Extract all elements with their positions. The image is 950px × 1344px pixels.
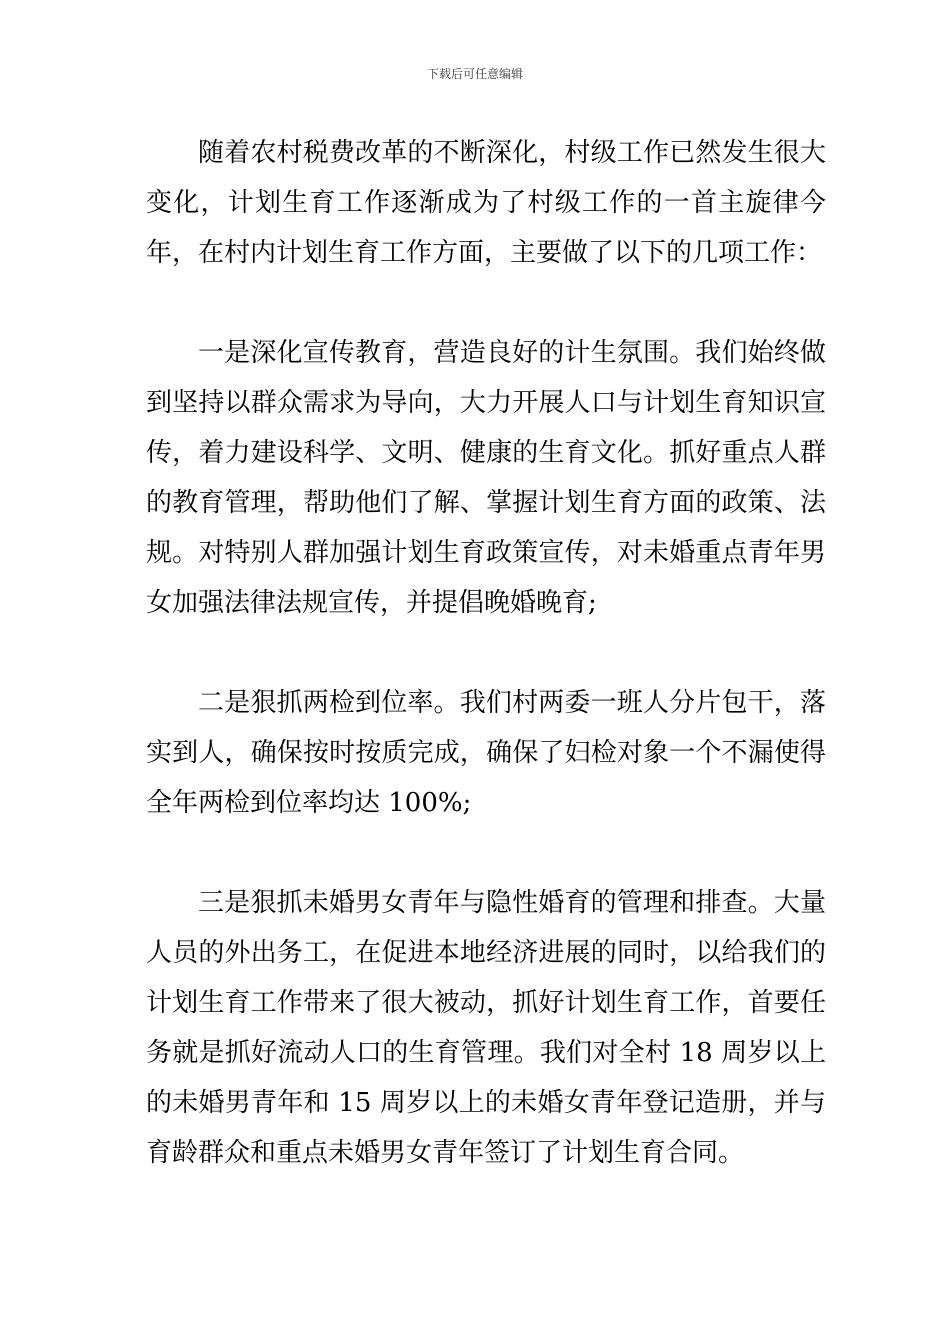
paragraph-unmarried-youth-management: 三是狠抓未婚男女青年与隐性婚育的管理和排查。大量人员的外出务工，在促进本地经济进展的同时，以给我们的计划生育工作带来了很大被动，抓好计划生育工作，首要任务就是抓好流动人口的生育管理。我们对全村 18 周岁以上的未婚男青年和 15 周岁以上的未婚女青年登记造册，并与育龄群众和重点未婚男女青年签订了计划生育合同。 (146, 888, 826, 1168)
document-body (146, 128, 826, 1178)
paragraph-inspection-rate: 二是狠抓两检到位率。我们村两委一班人分片包干，落实到人，确保按时按质完成，确保了妇检对象一个不漏使得全年两检到位率均达 100%; (146, 688, 826, 818)
paragraph-spacer (146, 278, 826, 328)
paragraph-spacer (146, 828, 826, 878)
paragraph-spacer (146, 628, 826, 678)
paragraph-intro: 随着农村税费改革的不断深化，村级工作已然发生很大变化，计划生育工作逐渐成为了村级工作的一首主旋律今年，在村内计划生育工作方面，主要做了以下的几项工作： (146, 138, 826, 268)
page-header-note: 下载后可任意编辑 (426, 67, 523, 81)
paragraph-publicity-education: 一是深化宣传教育，营造良好的计生氛围。我们始终做到坚持以群众需求为导向，大力开展人口与计划生育知识宣传，着力建设科学、文明、健康的生育文化。抓好重点人群的教育管理，帮助他们了解、掌握计划生育方面的政策、法规。对特别人群加强计划生育政策宣传，对未婚重点青年男女加强法律法规宣传，并提倡晚婚晚育; (146, 338, 826, 618)
